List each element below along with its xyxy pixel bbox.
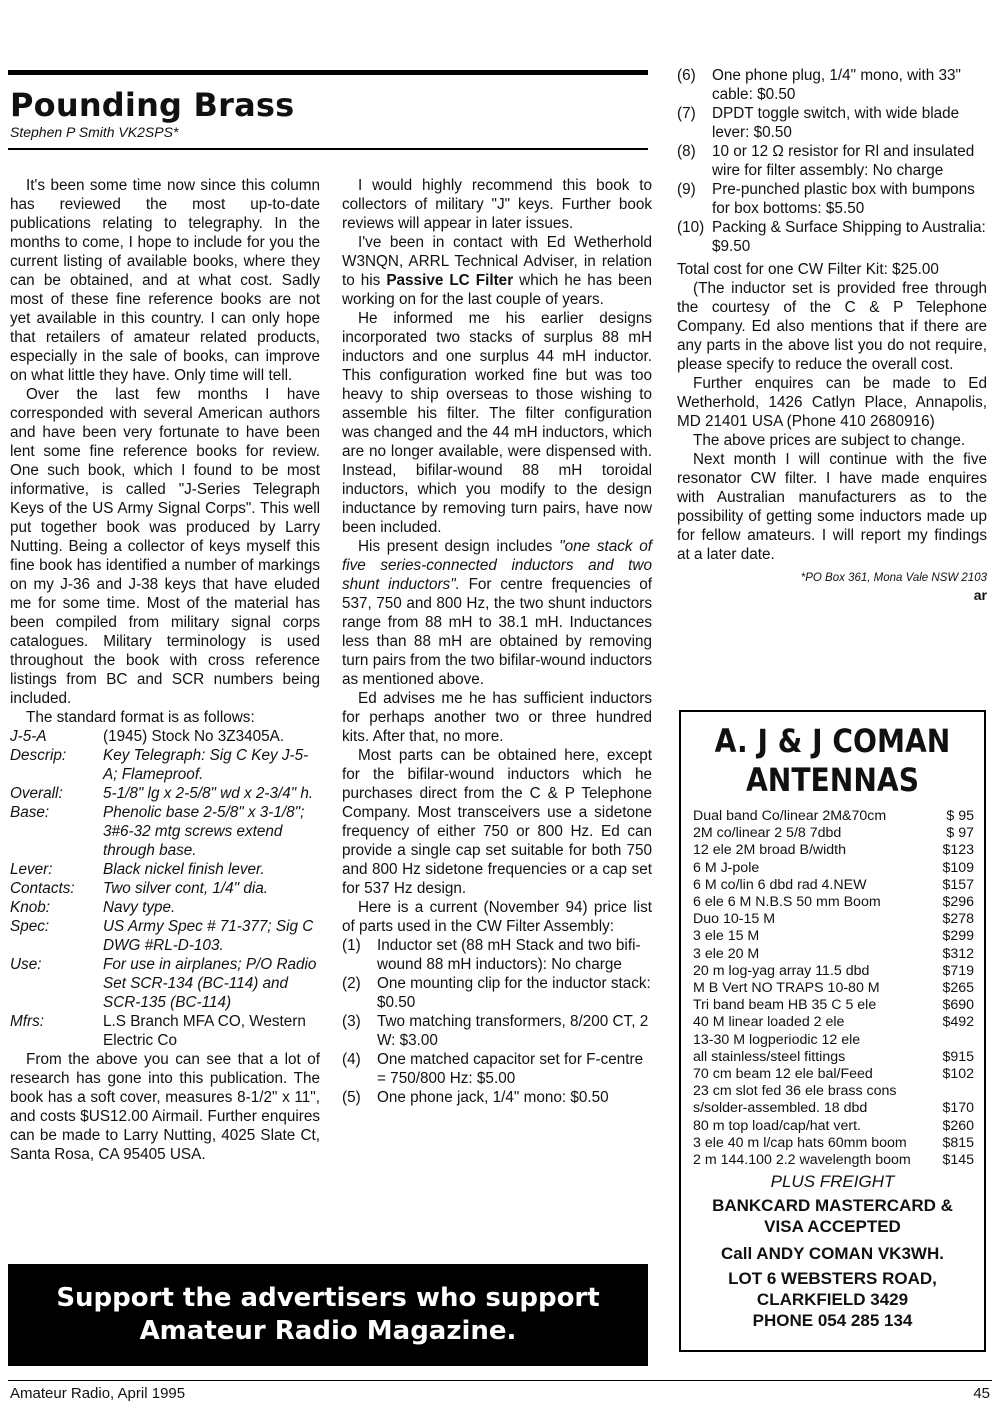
list-item: [693, 928, 974, 945]
item-text: Inductor set (88 mH Stack and two bifi-wound 88 mH inductors): No charge: [377, 937, 641, 973]
paragraph: Most parts can be obtained here, except for the bifilar-wound inductors which he purchases direct from the C & P Telephone Company. Most transceivers use a sidetone frequency of either 750 or 800 Hz. Ed can provide a single cap set suitable for both 750 and 800 Hz sidetone frequencies or a cap set for 537 Hz design.: [342, 747, 652, 897]
text-run: For centre frequencies of 537, 750 and 800 Hz, the two shunt inductors range from 88 mH to 38.1 mH. Inductances less than 88 mH are obtained by removing turn pairs from the two bifilar-wound inductors as mentioned above.: [342, 576, 652, 688]
item-price: $157: [942, 876, 974, 893]
list-item: [677, 66, 987, 104]
list-item: [342, 936, 652, 974]
paragraph: It's been some time now since this column has reviewed the most up-to-date publications relating to telegraphy. In the months to come, I hope to include for you the current listing of available books, where they can be obtained, and at what cost. Sadly most of these fine reference books are not yet available in this country. I can only hope that retailers of amateur related products, especially in the sale of books, can improve on what little they have. Only time will tell.: [10, 177, 320, 384]
item-price: $719: [942, 962, 974, 979]
list-item: [677, 142, 987, 180]
list-item: [693, 894, 974, 911]
item-price: [970, 1032, 974, 1049]
item-description: 13-30 M logperiodic 12 ele: [693, 1031, 861, 1048]
item-text: Two matching transformers, 8/200 CT, 2 W: $3.00: [377, 1013, 649, 1049]
spec-value: 5-1/8" lg x 2-5/8" wd x 2-3/4" h.: [103, 785, 314, 802]
item-price: $265: [942, 980, 974, 997]
item-text: One phone jack, 1/4" mono: $0.50: [377, 1089, 609, 1106]
item-price: $312: [942, 945, 974, 962]
list-item: [693, 1083, 974, 1100]
item-price: $145: [942, 1152, 974, 1169]
item-price: $278: [942, 911, 974, 928]
item-text: One phone plug, 1/4" mono, with 33" cable: $0.50: [712, 67, 961, 103]
ad-title-line: A. J & J COMAN: [714, 722, 951, 760]
item-number: (8): [677, 143, 696, 160]
paragraph: The standard format is as follows:: [26, 709, 255, 726]
spec-key: Base:: [10, 804, 50, 821]
list-item: [677, 104, 987, 142]
list-item: [693, 1066, 974, 1083]
item-description: 12 ele 2M broad B/width: [693, 842, 847, 859]
spec-value: (1945) Stock No 3Z3405A.: [103, 728, 285, 745]
item-text: One matched capacitor set for F-centre = 750/800 Hz: $5.00: [377, 1051, 644, 1087]
item-description: all stainless/steel fittings: [693, 1048, 846, 1065]
byline-rule: [8, 148, 648, 150]
spec-key: J-5-A: [10, 728, 47, 745]
spec-value: L.S Branch MFA CO, Western Electric Co: [103, 1013, 306, 1049]
list-item: [693, 963, 974, 980]
banner-line: Support the advertisers who support: [56, 1283, 600, 1313]
footer-rule: [8, 1380, 992, 1381]
item-text: One mounting clip for the inductor stack: $0.50: [377, 975, 651, 1011]
antenna-advertisement: [679, 710, 986, 1352]
list-item: [342, 1012, 652, 1050]
item-price: $ 95: [946, 808, 974, 824]
spec-value: Phenolic base 2-5/8" x 3-1/8"; 3#6-32 mtg screws extend through base.: [103, 804, 305, 859]
list-item: [693, 946, 974, 963]
paragraph: [342, 537, 652, 689]
contact-address: CLARKFIELD 3429: [756, 1290, 909, 1310]
freight-note: PLUS FREIGHT: [770, 1172, 895, 1192]
paragraph: I would highly recommend this book to collectors of military "J" keys. Further book reviews will appear in later issues.: [342, 177, 652, 232]
paragraph: (The inductor set is provided free through the courtesy of the C & P Telephone Company. Ed also mentions that if there are any parts in the above list you do not require, please specify to reduce the overall cost.: [677, 280, 987, 373]
contact-name: Call ANDY COMAN VK3WH.: [721, 1244, 944, 1264]
item-number: (4): [342, 1051, 361, 1068]
item-price: $260: [942, 1117, 974, 1134]
item-price: $ 97: [946, 825, 974, 842]
article-title: Pounding Brass: [10, 86, 295, 124]
item-description: 6 M co/lin 6 dbd rad 4.NEW: [693, 876, 867, 893]
paragraph: Here is a current (November 94) price list of parts used in the CW Filter Assembly:: [342, 899, 652, 935]
spec-value: Key Telegraph: Sig C Key J-5-A; Flameproof.: [103, 747, 309, 783]
list-item: [693, 997, 974, 1014]
list-item: [693, 1014, 974, 1031]
spec-table: [10, 727, 320, 1050]
item-price: $170: [942, 1100, 974, 1117]
contact-phone: PHONE 054 285 134: [752, 1311, 913, 1331]
paragraph: Ed advises me he has sufficient inductors for perhaps another two or three hundred kits. After that, no more.: [342, 690, 652, 745]
item-description: 2M co/linear 2 5/8 7dbd: [693, 825, 842, 842]
item-price: [970, 1083, 974, 1100]
list-item: [693, 1049, 974, 1066]
item-description: 3 ele 15 M: [693, 928, 760, 945]
spec-key: Overall:: [10, 785, 63, 802]
item-description: 20 m log-yag array 11.5 dbd: [693, 962, 870, 979]
spec-key: Descrip:: [10, 747, 67, 764]
paragraph: Next month I will continue with the five resonator CW filter. I have made enquires with Australian manufacturers as to the possibility of getting some inductors made up for fellow amateurs. I will report my findings at a later date.: [677, 451, 987, 563]
paragraph: The above prices are subject to change.: [693, 432, 966, 449]
list-item: [693, 808, 974, 825]
banner-line: Amateur Radio Magazine.: [139, 1316, 517, 1346]
item-number: (2): [342, 975, 361, 992]
column-1: [10, 176, 320, 1164]
list-item: [693, 1135, 974, 1152]
list-item: [342, 1088, 652, 1107]
item-text: Packing & Surface Shipping to Australia: $9.50: [712, 219, 986, 255]
spec-value: Black nickel finish lever.: [103, 861, 265, 878]
item-price: $296: [942, 894, 974, 911]
spec-key: Lever:: [10, 861, 53, 878]
spec-value: For use in airplanes; P/O Radio Set SCR-134 (BC-114) and SCR-135 (BC-114): [103, 956, 317, 1011]
item-price: $690: [942, 997, 974, 1014]
ad-title: [699, 722, 966, 800]
advertisers-banner: [8, 1264, 648, 1366]
list-item: [693, 1032, 974, 1049]
item-text: Pre-punched plastic box with bumpons for box bottoms: $5.50: [712, 181, 975, 217]
item-number: (5): [342, 1089, 361, 1106]
item-description: 6 M J-pole: [693, 859, 760, 876]
list-item: [693, 877, 974, 894]
paragraph: Further enquires can be made to Ed Wetherhold, 1426 Catlyn Place, Annapolis, MD 21401 USA (Phone 410 2680916): [677, 375, 987, 430]
item-description: 70 cm beam 12 ele bal/Feed: [693, 1066, 873, 1083]
spec-value: Navy type.: [103, 899, 176, 916]
item-description: 40 M linear loaded 2 ele: [693, 1014, 845, 1031]
spec-key: Mfrs:: [10, 1013, 44, 1030]
item-price: $109: [942, 859, 974, 876]
item-price: $815: [942, 1134, 974, 1151]
text-run: I've been in contact with Ed Wetherhold W3NQN, ARRL Technical Adviser, in relation to his: [342, 234, 652, 289]
parts-list: [342, 936, 652, 1107]
list-item: [693, 842, 974, 859]
item-price: $102: [942, 1066, 974, 1083]
page-number: 45: [973, 1385, 990, 1402]
item-number: (3): [342, 1013, 361, 1030]
text-run: which he has been working on for the last couple of years.: [342, 272, 653, 308]
paragraph: From the above you can see that a lot of research has gone into this publication. The book has a soft cover, measures 8-1/2" x 11", and costs $US12.00 Airmail. Further enquires can be made to Larry Nutting, 4025 Slate Ct, Santa Rosa, CA 95405 USA.: [10, 1051, 320, 1163]
spec-key: Contacts:: [10, 880, 75, 897]
item-number: (1): [342, 937, 361, 954]
article-byline: Stephen P Smith VK2SPS*: [10, 124, 179, 140]
list-item: [693, 860, 974, 877]
author-address-footnote: *PO Box 361, Mona Vale NSW 2103: [800, 572, 987, 584]
list-item: [677, 218, 987, 256]
item-number: (10): [677, 219, 705, 236]
item-description: 80 m top load/cap/hat vert.: [693, 1117, 861, 1134]
list-item: [342, 1050, 652, 1088]
top-rule: [8, 70, 648, 75]
item-price: $299: [942, 928, 974, 945]
filter-name: Passive LC Filter: [386, 272, 514, 289]
antenna-price-list: [693, 808, 974, 1169]
item-number: (9): [677, 181, 696, 198]
list-item: [693, 911, 974, 928]
list-item: [693, 1118, 974, 1135]
end-mark: ar: [973, 587, 987, 603]
spec-key: Knob:: [10, 899, 50, 916]
paragraph: He informed me his earlier designs incorporated two stacks of surplus 88 mH inductors and one surplus 44 mH inductor. This configuration worked fine but was too heavy to ship overseas to those wishing to assemble his filter. The filter configuration was changed and the 44 mH inductors, which are no longer available, were dispensed with. Instead, bifilar-wound 88 mH toroidal inductors, which you modify to the design inductance by removing turn pairs, have now been included.: [342, 310, 652, 536]
column-3: [677, 66, 987, 605]
item-description: 3 ele 20 M: [693, 945, 760, 962]
list-item: [693, 1152, 974, 1169]
payment-line: BANKCARD MASTERCARD &: [712, 1196, 953, 1216]
publication-info: Amateur Radio, April 1995: [10, 1385, 186, 1402]
paragraph: [342, 233, 652, 309]
list-item: [677, 180, 987, 218]
item-number: (6): [677, 67, 696, 84]
quote: "one stack of five series-connected inductors and two shunt inductors".: [342, 538, 652, 593]
ad-title-line: ANTENNAS: [745, 761, 920, 799]
item-description: Duo 10-15 M: [693, 911, 776, 928]
item-description: s/solder-assembled. 18 dbd: [693, 1100, 868, 1117]
paragraph: Over the last few months I have corresponded with several American authors and have been very fortunate to have been lent some fine reference books for review. One such book, which I found to be most informative, is called "J-Series Telegraph Keys of the US Army Signal Corps". This well put together book was produced by Larry Nutting. Being a collector of keys myself this fine book has identified a number of markings on my J-36 and J-38 keys that have eluded me for some time. Most of the material has been compiled from military signal corps catalogues. Military terminology is used throughout the book with cross reference listings from BC and SCR numbers being included.: [10, 386, 320, 707]
item-description: Dual band Co/linear 2M&70cm: [693, 808, 887, 824]
item-number: (7): [677, 105, 696, 122]
item-text: DPDT toggle switch, with wide blade lever: $0.50: [712, 105, 960, 141]
payment-line: VISA ACCEPTED: [764, 1217, 901, 1237]
item-text: 10 or 12 Ω resistor for Rl and insulated wire for filter assembly: No charge: [712, 143, 975, 179]
item-description: 6 ele 6 M N.B.S 50 mm Boom: [693, 894, 881, 911]
list-item: [693, 825, 974, 842]
item-description: Tri band beam HB 35 C 5 ele: [693, 997, 877, 1014]
contact-address: LOT 6 WEBSTERS ROAD,: [728, 1269, 937, 1289]
spec-value: Two silver cont, 1/4" dia.: [103, 880, 268, 897]
spec-value: US Army Spec # 71-377; Sig C DWG #RL-D-103.: [103, 918, 314, 954]
spec-key: Spec:: [10, 918, 50, 935]
column-2: [342, 176, 652, 1107]
text-run: His present design includes: [358, 538, 560, 555]
item-description: M B Vert NO TRAPS 10-80 M: [693, 980, 880, 997]
item-price: $123: [942, 842, 974, 859]
item-description: 2 m 144.100 2.2 wavelength boom: [693, 1152, 911, 1169]
spec-key: Use:: [10, 956, 42, 973]
list-item: [342, 974, 652, 1012]
item-price: $492: [942, 1014, 974, 1031]
item-description: 23 cm slot fed 36 ele brass cons: [693, 1083, 897, 1100]
item-description: 3 ele 40 m l/cap hats 60mm boom: [693, 1134, 907, 1151]
list-item: [693, 1100, 974, 1117]
list-item: [693, 980, 974, 997]
item-price: $915: [942, 1048, 974, 1065]
parts-list-continued: [677, 66, 987, 256]
total-cost: Total cost for one CW Filter Kit: $25.00: [677, 261, 939, 278]
